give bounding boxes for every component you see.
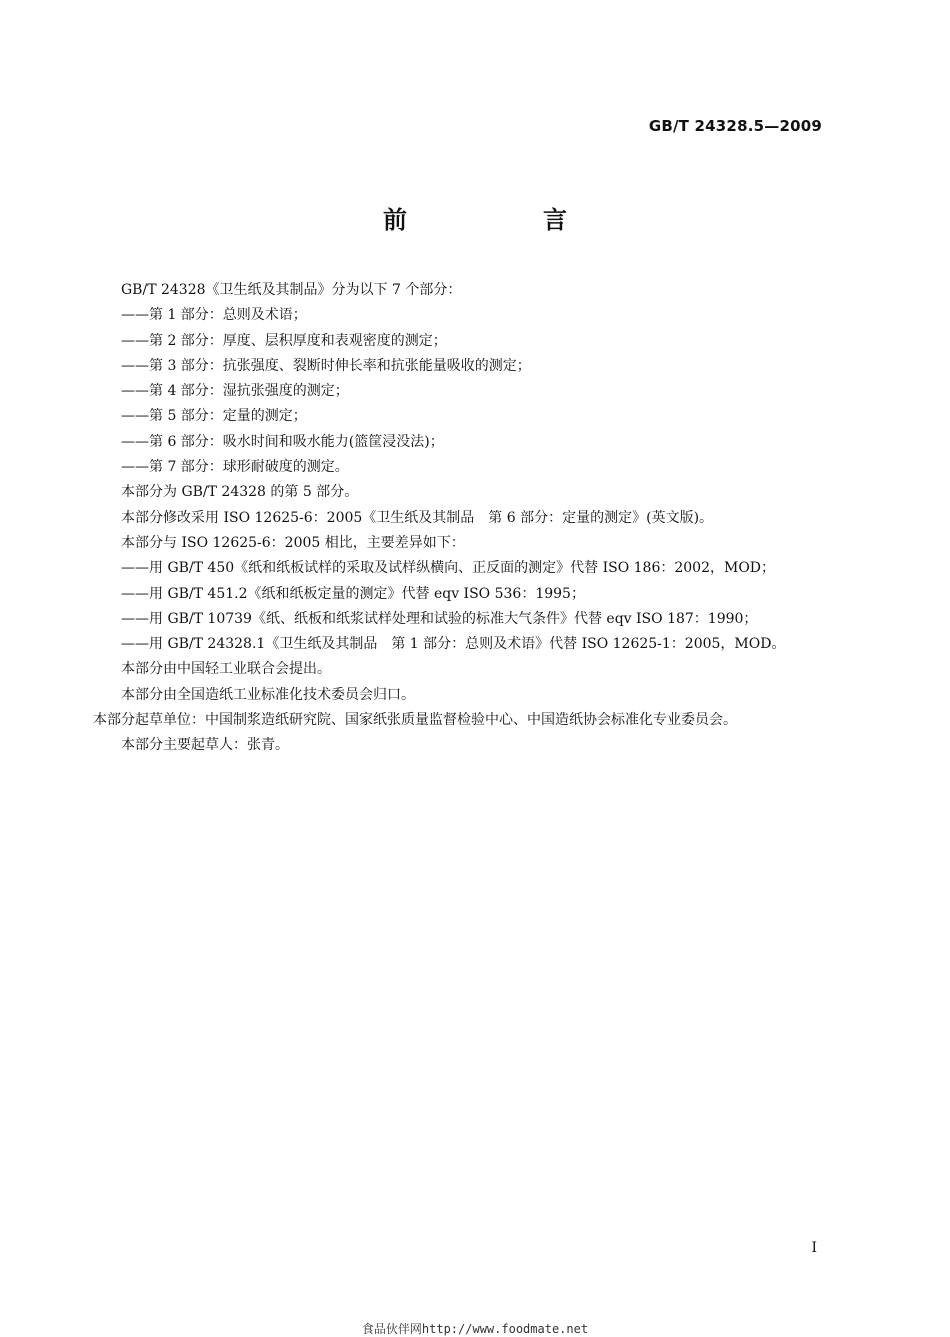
footer-watermark: 食品伙伴网http://www.foodmate.net	[361, 1322, 589, 1336]
part-list-item: ——第 7 部分：球形耐破度的测定。	[121, 459, 349, 476]
standard-id: GB/T 24328.5—2009	[648, 117, 822, 135]
drafting-units-paragraph: 本部分起草单位：中国制浆造纸研究院、国家纸张质量监督检验中心、中国造纸协会标准化专业委员会。	[93, 712, 737, 729]
document-body	[93, 278, 833, 759]
difference-list-item: ——用 GB/T 24328.1《卫生纸及其制品 第 1 部分：总则及术语》代替 ISO 12625-1：2005，MOD。	[121, 636, 786, 653]
intro-paragraph: GB/T 24328《卫生纸及其制品》分为以下 7 个部分：	[121, 282, 462, 298]
proposed-by-paragraph: 本部分由中国轻工业联合会提出。	[121, 661, 331, 678]
centralized-by-paragraph: 本部分由全国造纸工业标准化技术委员会归口。	[121, 686, 415, 703]
part-list-item: ——第 4 部分：湿抗张强度的测定；	[121, 383, 349, 400]
part-list-item: ——第 2 部分：厚度、层积厚度和表观密度的测定；	[121, 332, 447, 349]
page-number: I	[811, 1240, 817, 1256]
difference-list-item: ——用 GB/T 450《纸和纸板试样的采取及试样纵横向、正反面的测定》代替 ISO 186：2002，MOD；	[121, 560, 776, 577]
page-title: 前 言	[383, 206, 623, 234]
part-list-item: ——第 6 部分：吸水时间和吸水能力(篮筐浸没法)；	[121, 433, 444, 450]
difference-list-item: ——用 GB/T 451.2《纸和纸板定量的测定》代替 eqv ISO 536：1995；	[121, 585, 585, 602]
part-list-item: ——第 5 部分：定量的测定；	[121, 408, 307, 425]
part-list-item: ——第 3 部分：抗张强度、裂断时伸长率和抗张能量吸收的测定；	[121, 357, 531, 374]
this-part-paragraph: 本部分为 GB/T 24328 的第 5 部分。	[121, 484, 359, 501]
part-list-item: ——第 1 部分：总则及术语；	[121, 307, 307, 324]
differences-intro-paragraph: 本部分与 ISO 12625-6：2005 相比，主要差异如下：	[121, 534, 465, 551]
adoption-paragraph: 本部分修改采用 ISO 12625-6：2005《卫生纸及其制品 第 6 部分：定量的测定》(英文版)。	[121, 509, 714, 526]
drafters-paragraph: 本部分主要起草人：张青。	[121, 737, 289, 754]
difference-list-item: ——用 GB/T 10739《纸、纸板和纸浆试样处理和试验的标准大气条件》代替 eqv ISO 187：1990；	[121, 610, 758, 627]
